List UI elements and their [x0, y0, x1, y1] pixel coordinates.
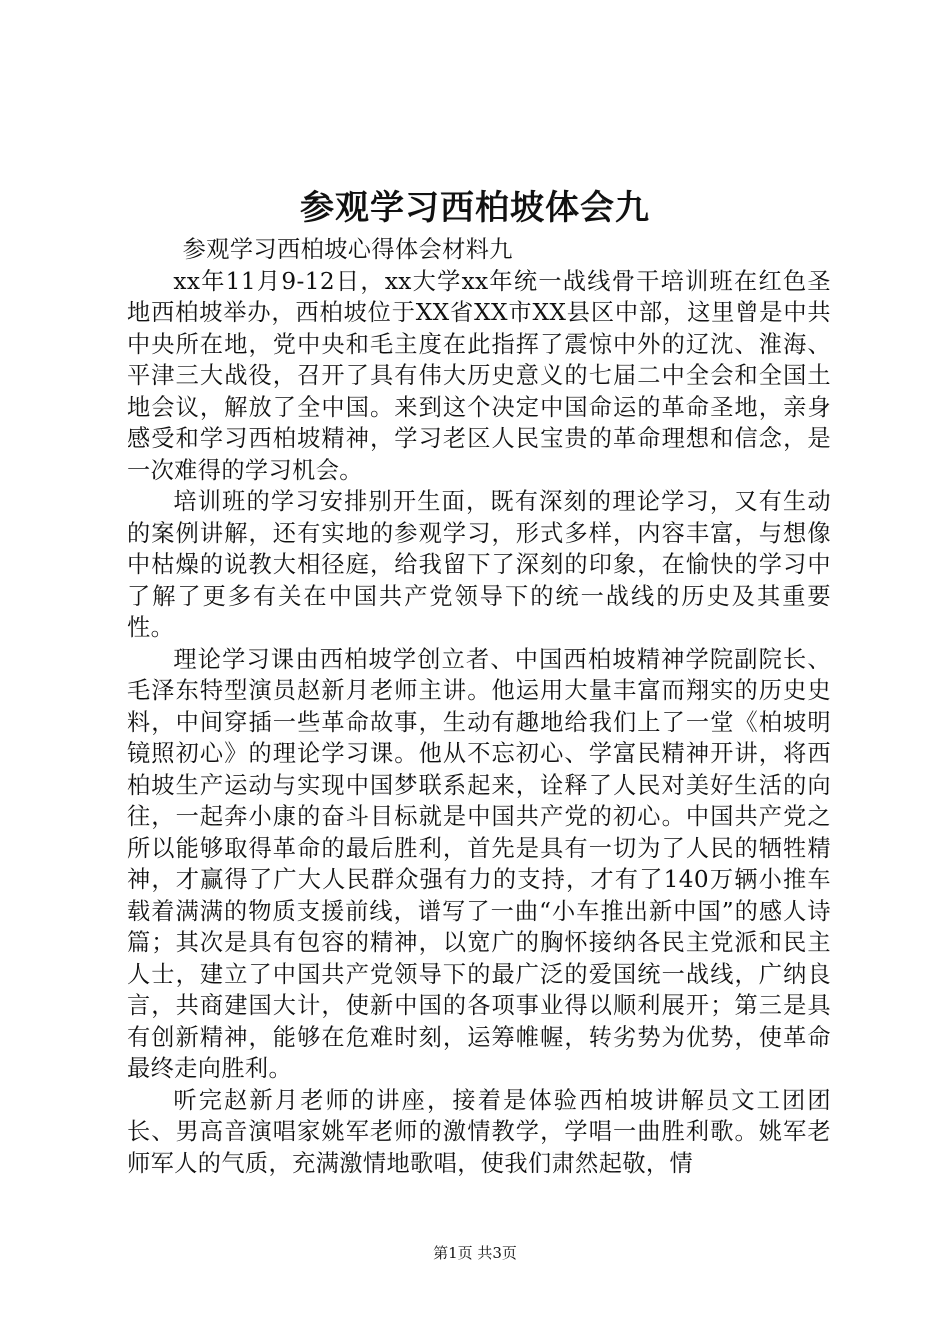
body-paragraph: 培训班的学习安排别开生面，既有深刻的理论学习，又有生动的案例讲解，还有实地的参观学习，形式多样，内容丰富，与想像中枯燥的说教大相径庭，给我留下了深刻的印象，在愉快的学习中了解了更多有关在中国共产党领导下的统一战线的历史及其重要性。	[127, 488, 831, 641]
body-paragraph: 理论学习课由西柏坡学创立者、中国西柏坡精神学院副院长、毛泽东特型演员赵新月老师主讲。他运用大量丰富而翔实的历史史料，中间穿插一些革命故事，生动有趣地给我们上了一堂《柏坡明镜照初心》的理论学习课。他从不忘初心、学富民精神开讲，将西柏坡生产运动与实现中国梦联系起来，诠释了人民对美好生活的向往，一起奔小康的奋斗目标就是中国共产党的初心。中国共产党之所以能够取得革命的最后胜利，首先是具有一切为了人民的牺牲精神，才赢得了广大人民群众强有力的支持，才有了140万辆小推车载着满满的物质支援前线，谱写了一曲“小车推出新中国”的感人诗篇；其次是具有包容的精神，以宽广的胸怀接纳各民主党派和民主人士，建立了中国共产党领导下的最广泛的爱国统一战线，广纳良言，共商建国大计，使新中国的各项事业得以顺利展开；第三是具有创新精神，能够在危难时刻，运筹帷幄，转劣势为优势，使革命最终走向胜利。	[127, 645, 831, 1082]
document-subtitle: 参观学习西柏坡心得体会材料九	[182, 236, 513, 263]
document-body	[127, 234, 831, 1179]
document-title: 参观学习西柏坡体会九	[300, 188, 650, 228]
body-paragraph: 听完赵新月老师的讲座，接着是体验西柏坡讲解员文工团团长、男高音演唱家姚军老师的激情教学，学唱一曲胜利歌。姚军老师军人的气质，充满激情地歌唱，使我们肃然起敬，情	[127, 1086, 831, 1177]
page-footer: 第1页 共3页	[433, 1244, 517, 1262]
body-paragraph: xx年11月9-12日，xx大学xx年统一战线骨干培训班在红色圣地西柏坡举办，西柏坡位于XX省XX市XX县区中部，这里曾是中共中央所在地，党中央和毛主度在此指挥了震惊中外的辽沈、淮海、平津三大战役，召开了具有伟大历史意义的七届二中全会和全国土地会议，解放了全中国。来到这个决定中国命运的革命圣地，亲身感受和学习西柏坡精神，学习老区人民宝贵的革命理想和信念，是一次难得的学习机会。	[127, 267, 831, 484]
